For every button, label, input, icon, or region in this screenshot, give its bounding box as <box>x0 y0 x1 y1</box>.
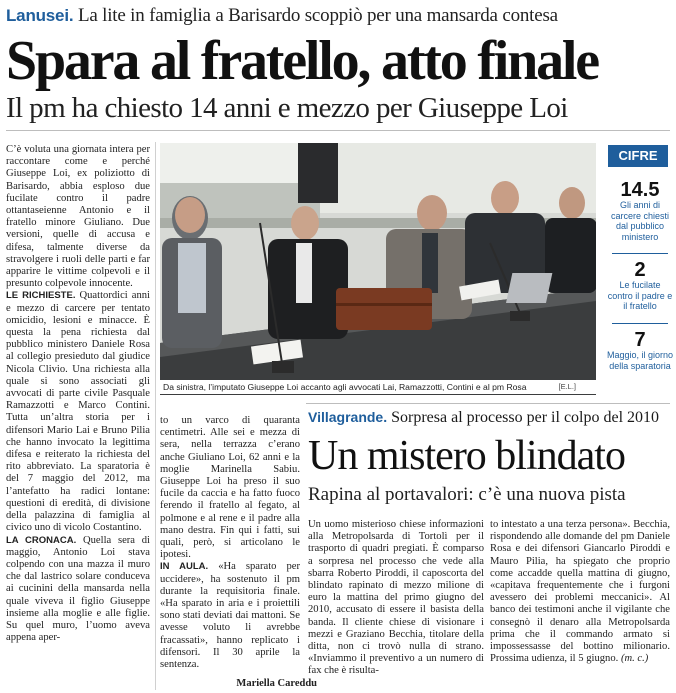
author-signature: Mariella Careddu <box>236 678 317 689</box>
kicker-text: La lite in famiglia a Barisardo scoppiò per una mansarda contesa <box>77 5 558 26</box>
paragraph <box>6 144 150 290</box>
article-column-2 <box>160 415 300 690</box>
cifre-number: 14.5 <box>620 179 660 201</box>
initials-signature: (m. c.) <box>618 653 649 665</box>
cifre-item <box>606 330 674 371</box>
paragraph <box>490 519 670 665</box>
kicker-line <box>6 4 558 28</box>
photo-credit: [E.L.] <box>558 382 576 391</box>
second-article-column-2 <box>490 519 670 691</box>
paragraph-text: «Ha sparato per uccidere», ha sostenuto il pm durante la requisitoria finale. «Ha sparato in aria e i proiettili sono stati deviati dai mattoni. Se avesse voluto li avrebbe fracassati», hanno replicato i difensori. Il 30 aprile la sentenza. <box>160 561 300 671</box>
paragraph-text: to un varco di quaranta centimetri. Alle sei e mezza di sera, nella terrazza c’erano anche Giuliano Loi, 62 anni e la moglie Marinella Sabiu. Giuseppe Loi ha preso il suo fucile da caccia e ha fatto fuoco ferendo il fratello al fegato, al polmone e al rene e il padre alla mano destra. Fin qui i fatti, sui quali, però, si articolano le ipotesi. <box>160 415 300 561</box>
second-subheadline: Rapina al portavalori: c’è una nuova pista <box>308 484 626 505</box>
second-kicker-text: Sorpresa al processo per il colpo del 2010 <box>391 409 660 426</box>
paragraph <box>6 290 150 534</box>
cifre-description: Maggio, il giorno della sparatoria <box>606 350 674 371</box>
second-kicker <box>308 407 659 427</box>
cifre-number: 7 <box>634 329 646 351</box>
photo-caption <box>160 380 596 394</box>
paragraph-text: Un uomo misterioso chiese informazioni alla Metropolsarda di Tortolì per il trasporto di quadri pregiati. È comparso a sorpresa nel processo che vede alla sbarra Roberto Piroddi, il caposcorta del blindato rapinato di mezzo milione di euro la mattina del primo giugno del 2010, accusato di essere il basista della banda. Il cliente chiese di visionare i mezzi e Graziano Becchia, titolare della ditta, non ci trovò nulla di strano. «Inviammo il preventivo a un numero di fax che è risulta- <box>308 519 484 677</box>
divider <box>6 130 670 131</box>
divider <box>306 403 670 404</box>
cifre-separator <box>612 323 668 324</box>
courtroom-illustration <box>160 143 596 395</box>
cifre-description: Gli anni di carcere chiesti dal pubblico ministero <box>610 200 670 242</box>
courtroom-photo <box>160 143 596 395</box>
paragraph-text: Quattordici anni e mezzo di carcere per tentato omicidio, lesioni e minacce. È questa la pena richiesta dal pubblico ministero Daniele Rosa al collegio presieduto dal giudice Nicola Clivio. Una richiesta alla quale si sono associati gli avvocati di parte civile Pasquale Ramazzotti e Marco Contini. Tutta un’altra storia per i difensori Mario Lai e Bruno Pilia che hanno invocato la legittima difesa e reiterato la richiesta del rito abbreviato. La sparatoria è del 7 maggio del 2012, ma l’antefatto ha radici lontane: questioni di eredità, di divisione della palazzina di famiglia al civico uno di vicolo Costantino. <box>6 290 150 534</box>
subheadline: Il pm ha chiesto 14 anni e mezzo per Giuseppe Loi <box>6 92 568 124</box>
cifre-number: 2 <box>634 259 646 281</box>
cifre-item <box>606 180 674 242</box>
kicker-location: Lanusei. <box>6 6 74 25</box>
paragraph-text: Quella sera di maggio, Antonio Loi stava colpendo con una mazza il muro che dal lastrico solare conduceva ai cucinini della mansarda nella quale viveva il figlio Giuseppe insieme alla moglie e alle figlie. Su quel muro, l’uomo aveva appena aper- <box>6 534 150 644</box>
caption-text: Da sinistra, l’imputato Giuseppe Loi accanto agli avvocati Lai, Ramazzotti, Contini e al pm Rosa <box>163 382 527 392</box>
cifre-description: Le fucilate contro il padre e il fratello <box>607 280 673 311</box>
cifre-title: CIFRE <box>608 145 668 167</box>
paragraph <box>160 415 300 561</box>
paragraph-text: to intestato a una terza persona». Becchia, rispondendo alle domande del pm Daniele Rosa e dei difensori Giancarlo Piroddi e Mauro Pilia, ha spiegato che proprio come accadde quella mattina di giugno, «capitava frequentemente che i furgoni avessero dei problemi meccanici». Al banco dei testimoni anche il vigilante che consegnò il denaro alla Metropolsarda prima che il commando armato si impossessasse del bottino milionario. Prossima udienza, il 5 giugno. <box>490 519 670 665</box>
second-headline: Un mistero blindato <box>308 433 625 479</box>
section-lead: LA CRONACA. <box>6 534 77 546</box>
column-divider <box>155 142 156 690</box>
second-article-column-1 <box>308 519 484 691</box>
section-lead: IN AULA. <box>160 561 209 573</box>
cifre-separator <box>612 253 668 254</box>
headline: Spara al fratello, atto finale <box>6 30 598 92</box>
paragraph-text: C’è voluta una giornata intera per raccontare come e perché Giuseppe Loi, ex poliziotto di Barisardo, abbia esploso due fucilate contro il padre ottantaseienne Antonio e il fratello minore Giuliano. Due versioni, quelle di accusa e difesa, talmente diverse da stravolgere i ruoli delle parti e far apparire le vittime colpevoli e il presunto colpevole innocente. <box>6 144 150 290</box>
article-column-1 <box>6 144 150 692</box>
cifre-item <box>606 260 674 312</box>
section-lead: LE RICHIESTE. <box>6 290 76 302</box>
paragraph <box>160 561 300 671</box>
paragraph <box>308 519 484 678</box>
second-kicker-location: Villagrande. <box>308 409 388 425</box>
paragraph <box>6 535 150 645</box>
